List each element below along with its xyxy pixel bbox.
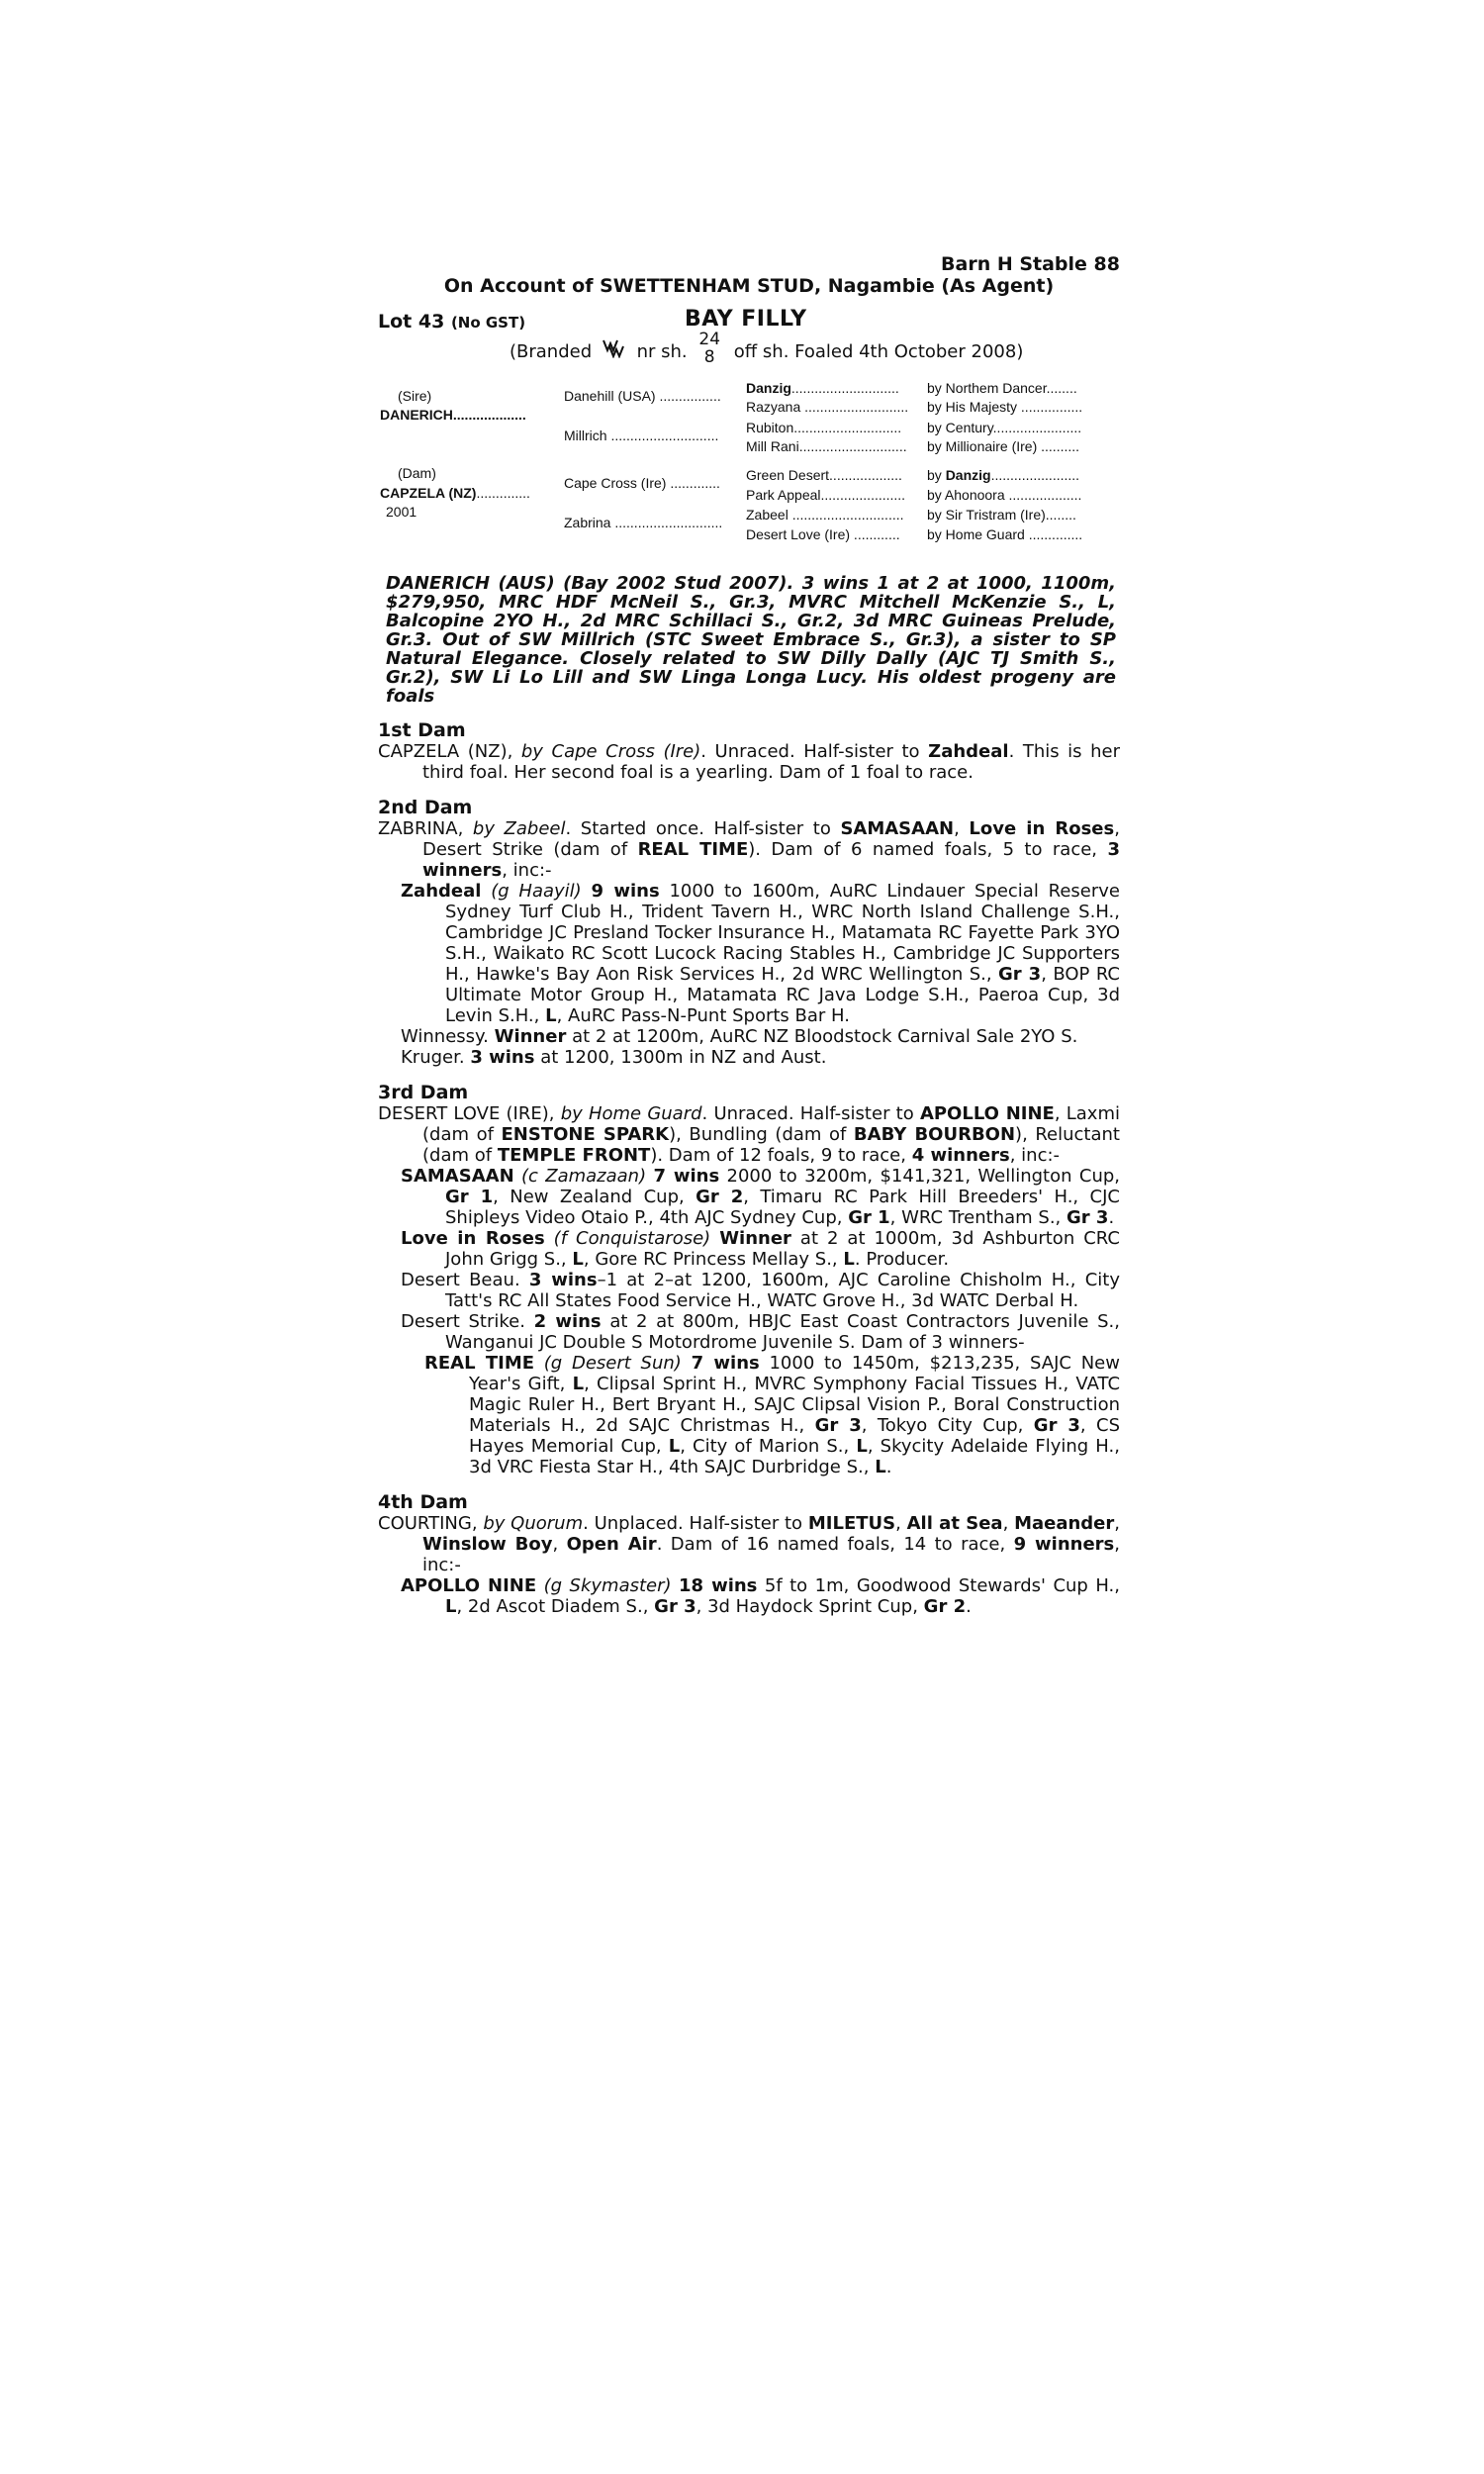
dam-dam: Zabrina ............................ — [564, 515, 723, 530]
g4-6: by Ahonoora ................... — [927, 487, 1082, 503]
first-dam-heading: 1st Dam — [378, 719, 466, 741]
catalogue-page — [378, 253, 1120, 1617]
fourth-dam-heading: 4th Dam — [378, 1491, 468, 1513]
third-dam-heading: 3rd Dam — [378, 1082, 469, 1103]
lot-number — [378, 311, 525, 333]
barn-stable: Barn H Stable 88 — [941, 253, 1120, 275]
progeny-zahdeal: Zahdeal (g Haayil) 9 wins 1000 to 1600m, AuRC Lindauer Special Reserve Sydney Turf Club H., Trident Tavern H., WRC North Island Challenge S.H., Cambridge JC Presland Tocker Insurance H., Matamata RC Fayette Park 3YO S.H., Waikato RC Scott Lucock Racing Stables H., Cambridge JC Supporters H., Hawke's Bay Aon Risk Services H., 2d WRC Wellington S., Gr 3, BOP RC Ultimate Motor Group H., Matamata RC Java Lodge S.H., Paeroa Cup, 3d Levin S.H., L, AuRC Pass-N-Punt Sports Bar H. — [401, 881, 1120, 1026]
sire-name: DANERICH................... — [380, 407, 526, 423]
lot-line — [378, 307, 1120, 334]
g3-1: Danzig............................ — [746, 380, 899, 396]
sire-label: (Sire) — [398, 388, 432, 404]
progeny-kruger: Kruger. 3 wins at 1200, 1300m in NZ and Aust. — [401, 1047, 827, 1068]
g3-2: Razyana ........................... — [746, 399, 909, 415]
g4-4: by Millionaire (Ire) .......... — [927, 438, 1080, 454]
second-dam-entry: ZABRINA, by Zabeel. Started once. Half-sister to SAMASAAN, Love in Roses, Desert Strike (dam of REAL TIME). Dam of 6 named foals, 5 to race, 3 winners, inc:- — [378, 818, 1120, 881]
g3-8: Desert Love (Ire) ............ — [746, 526, 900, 542]
g3-3: Rubiton............................ — [746, 420, 902, 435]
g4-1: by Northem Dancer........ — [927, 380, 1077, 396]
dam-name: CAPZELA (NZ).............. — [380, 485, 530, 501]
branded-suffix: off sh. Foaled 4th October 2008) — [733, 341, 1024, 362]
sire-stud-note: DANERICH (AUS) (Bay 2002 Stud 2007). 3 wins 1 at 2 at 1000, 1100m, $279,950, MRC HDF McNeil S., Gr.3, MVRC Mitchell McKenzie S., L, Balcopine 2YO H., 2d MRC Schillaci S., Gr.2, 3d MRC Guineas Prelude, Gr.3. Out of SW Millrich (STC Sweet Embrace S., Gr.3), a sister to SP Natural Elegance. Closely related to SW Dilly Dally (AJC TJ Smith S., Gr.2), SW Li Lo Lill and SW Linga Longa Lucy. His oldest progeny are foals — [386, 573, 1116, 707]
sex-colour: BAY FILLY — [685, 307, 807, 332]
brand-mark-icon — [602, 338, 627, 358]
progeny-real-time: REAL TIME (g Desert Sun) 7 wins 1000 to 1450m, $213,235, SAJC New Year's Gift, L, Clipsal Sprint H., MVRC Symphony Facial Tissues H., VATC Magic Ruler H., Bert Bryant H., SAJC Clipsal Vision P., Boral Construction Materials H., 2d SAJC Christmas H., Gr 3, Tokyo City Cup, Gr 3, CS Hayes Memorial Cup, L, City of Marion S., L, Skycity Adelaide Flying H., 3d VRC Fiesta Star H., 4th SAJC Durbridge S., L. — [424, 1353, 1121, 1477]
vendor-account: On Account of SWETTENHAM STUD, Nagambie (As Agent) — [443, 275, 1055, 297]
brand-fraction — [698, 331, 720, 366]
third-dam-entry: DESERT LOVE (IRE), by Home Guard. Unraced. Half-sister to APOLLO NINE, Laxmi (dam of ENSTONE SPARK), Bundling (dam of BABY BOURBON), Reluctant (dam of TEMPLE FRONT). Dam of 12 foals, 9 to race, 4 winners, inc:- — [378, 1103, 1120, 1166]
branding-line — [510, 330, 1120, 374]
g3-4: Mill Rani............................ — [746, 438, 907, 454]
g4-5: by Danzig....................... — [927, 467, 1080, 483]
g4-8: by Home Guard .............. — [927, 526, 1083, 542]
progeny-winnessy: Winnessy. Winner at 2 at 1200m, AuRC NZ Bloodstock Carnival Sale 2YO S. — [401, 1026, 1078, 1047]
progeny-desert-strike: Desert Strike. 2 wins at 2 at 800m, HBJC East Coast Contractors Juvenile S., Wanganui JC Double S Motordrome Juvenile S. Dam of 3 winners- — [401, 1311, 1120, 1353]
second-dam-heading: 2nd Dam — [378, 797, 473, 818]
g4-2: by His Majesty ................ — [927, 399, 1083, 415]
g4-7: by Sir Tristram (Ire)........ — [927, 507, 1076, 523]
sire-sire: Danehill (USA) ................ — [564, 388, 721, 404]
progeny-apollo-nine: APOLLO NINE (g Skymaster) 18 wins 5f to 1m, Goodwood Stewards' Cup H., L, 2d Ascot Diadem S., Gr 3, 3d Haydock Sprint Cup, Gr 2. — [401, 1575, 1120, 1617]
sire-dam: Millrich ............................ — [564, 428, 719, 443]
progeny-samasaan: SAMASAAN (c Zamazaan) 7 wins 2000 to 3200m, $141,321, Wellington Cup, Gr 1, New Zealand Cup, Gr 2, Timaru RC Park Hill Breeders' H., CJC Shipleys Video Otaio P., 4th AJC Sydney Cup, Gr 1, WRC Trentham S., Gr 3. — [401, 1166, 1120, 1228]
first-dam-entry: CAPZELA (NZ), by Cape Cross (Ire). Unraced. Half-sister to Zahdeal. This is her third foal. Her second foal is a yearling. Dam of 1 foal to race. — [378, 741, 1120, 783]
brand-number-bottom: 8 — [703, 347, 715, 367]
g3-7: Zabeel ............................. — [746, 507, 904, 523]
g3-6: Park Appeal...................... — [746, 487, 906, 503]
progeny-desert-beau: Desert Beau. 3 wins–1 at 2–at 1200, 1600m, AJC Caroline Chisholm H., City Tatt's RC All States Food Service H., WATC Grove H., 3d WATC Derbal H. — [401, 1270, 1120, 1311]
dam-year: 2001 — [386, 504, 417, 520]
g4-3: by Century....................... — [927, 420, 1082, 435]
pedigree-table — [378, 378, 1120, 556]
progeny-love-in-roses: Love in Roses (f Conquistarose) Winner at 2 at 1000m, 3d Ashburton CRC John Grigg S., L, Gore RC Princess Mellay S., L. Producer. — [401, 1228, 1120, 1270]
branded-prefix: (Branded — [510, 341, 593, 362]
g3-5: Green Desert................... — [746, 467, 902, 483]
brand-number-top: 24 — [698, 330, 721, 349]
dam-label: (Dam) — [398, 465, 436, 481]
branded-near-shoulder: nr sh. — [636, 341, 688, 362]
fourth-dam-entry: COURTING, by Quorum. Unplaced. Half-sister to MILETUS, All at Sea, Maeander, Winslow Boy, Open Air. Dam of 16 named foals, 14 to race, 9 winners, inc:- — [378, 1513, 1120, 1575]
gst-note: (No GST) — [450, 314, 526, 332]
lot-label: Lot 43 — [378, 311, 445, 333]
dam-sire: Cape Cross (Ire) ............. — [564, 475, 720, 491]
